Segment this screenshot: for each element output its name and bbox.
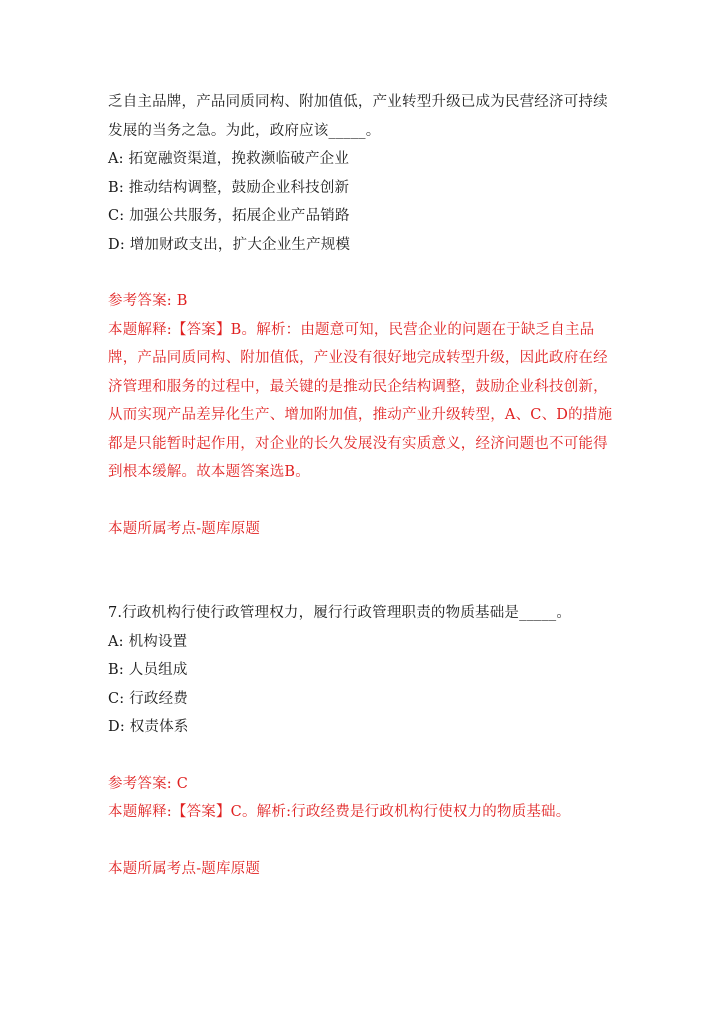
option-d: D: 增加财政支出，扩大企业生产规模: [108, 236, 351, 253]
explanation-line: 济管理和服务的过程中，最关键的是推动民企结构调整，鼓励企业科技创新，: [108, 378, 608, 395]
option-a: A: 机构设置: [108, 633, 188, 650]
option-c: C: 加强公共服务，拓展企业产品销路: [108, 208, 350, 224]
question-6: [108, 88, 620, 543]
explanation-line: 本题解释:【答案】B。解析：由题意可知，民营企业的问题在于缺乏自主品: [108, 321, 595, 338]
question-source: 本题所属考点-题库原题: [108, 520, 261, 537]
explanation-line: 都是只能暂时起作用，对企业的长久发展没有实质意义，经济问题也不可能得: [108, 435, 608, 452]
question-stem-line: 发展的当务之急。为此，政府应该_____。: [108, 122, 381, 139]
question-source: 本题所属考点-题库原题: [108, 860, 261, 877]
option-b: B: 推动结构调整，鼓励企业科技创新: [108, 179, 350, 196]
explanation-line: 到根本缓解。故本题答案选B。: [108, 464, 310, 480]
option-d: D: 权责体系: [108, 719, 189, 735]
question-stem-line: 乏自主品牌，产品同质同构、附加值低，产业转型升级已成为民营经济可持续: [108, 94, 608, 110]
question-7: [108, 599, 620, 883]
reference-answer: 参考答案: C: [108, 775, 188, 792]
option-a: A: 拓宽融资渠道，挽救濒临破产企业: [108, 151, 350, 167]
explanation-line: 本题解释:【答案】C。解析:行政经费是行政机构行使权力的物质基础。: [108, 804, 571, 820]
option-b: B: 人员组成: [108, 662, 188, 678]
document-page: [108, 88, 620, 883]
explanation-line: 从而实现产品差异化生产、增加附加值，推动产业升级转型，A、C、D的措施: [108, 407, 613, 423]
explanation-line: 牌，产品同质同构、附加值低，产业没有很好地完成转型升级，因此政府在经: [108, 350, 608, 366]
question-stem: 7.行政机构行使行政管理权力，履行行政管理职责的物质基础是_____。: [108, 605, 572, 621]
option-c: C: 行政经费: [108, 690, 188, 707]
reference-answer: 参考答案: B: [108, 293, 188, 309]
